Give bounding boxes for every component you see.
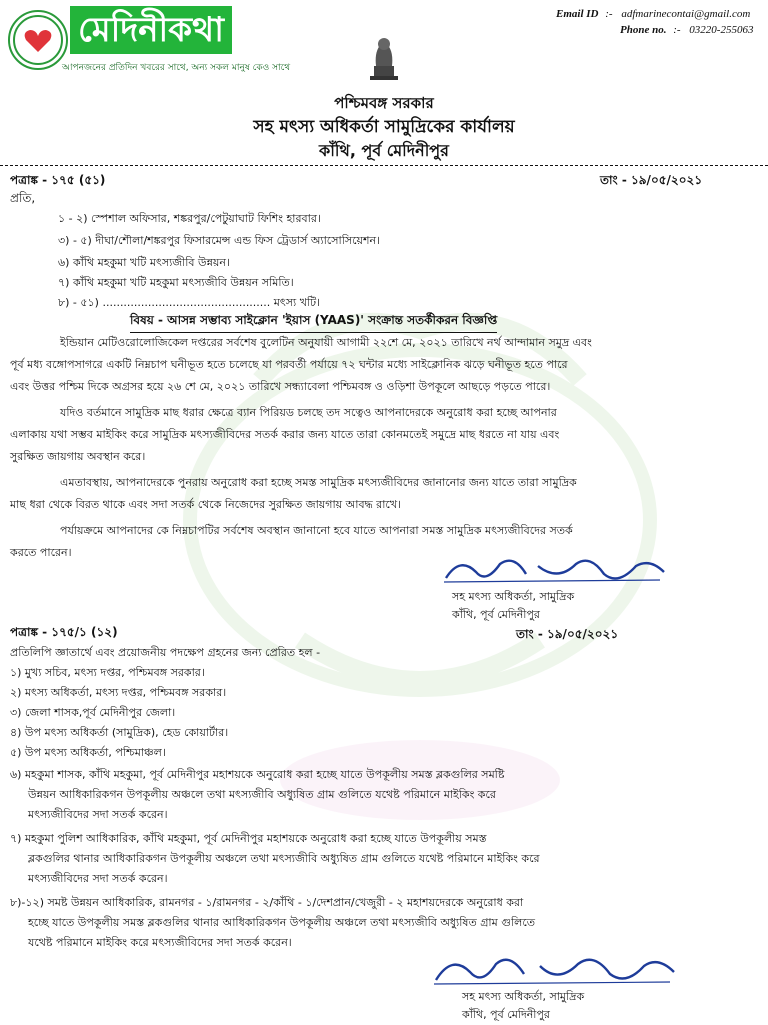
email-label: Email ID <box>556 8 599 20</box>
email-sep: :- <box>605 8 613 20</box>
item6-line: ৬) মহকুমা শাসক, কাঁথি মহকুমা, পূর্ব মেদিনীপুর মহাশয়কে অনুরোধ করা হচ্ছে যাতে উপকূলীয় সমস্ত ব্লকগুলির সমষ্টি <box>10 768 505 781</box>
signature-1 <box>440 552 670 588</box>
copy-item: ১) মুখ্য সচিব, মৎস্য দপ্তর, পশ্চিমবঙ্গ সরকার। <box>10 666 205 679</box>
para1-line: এবং উত্তর পশ্চিম দিকে অগ্রসর হয়ে ২৬ শে মে, ২০২১ তারিখে সন্ধ্যাবেলা পশ্চিমবঙ্গ ও ওড়িশা উপকূলে আছড়ে পড়তে পারে। <box>10 380 551 393</box>
para1-line: ইন্ডিয়ান মেটিওরোলোজিকেল দপ্তরের সর্বশেষ বুলেটিন অনুযায়ী আগামী ২২শে মে, ২০২১ তারিখে নর্থ আন্দামান সমুদ্র এবং <box>60 336 592 349</box>
item7-line: ব্লকগুলির থানার আধিকারিকগন উপকূলীয় অঞ্চলে তথা মৎস্যজীবি অধ্যুষিত গ্রাম গুলিতে যথেষ্ট পরিমানে মাইকিং করে <box>28 852 540 865</box>
sign2-line2: কাঁথি, পূর্ব মেদিনীপুর <box>462 1008 550 1021</box>
copy-item: ২) মৎস্য অধিকর্তা, মৎস্য দপ্তর, পশ্চিমবঙ্গ সরকার। <box>10 686 227 699</box>
brand-title: মেদিনীকথা <box>70 6 232 54</box>
sign2-line1: সহ মৎস্য অধিকর্তা, সামুদ্রিক <box>462 990 585 1003</box>
para2-line: যদিও বর্তমানে সামুদ্রিক মাছ ধরার ক্ষেত্রে ব্যান পিরিয়ড চলছে তদ সত্বেও আপনাদেরকে অনুরোধ করা হচ্ছে আপনার <box>60 406 557 419</box>
heart-logo-icon <box>10 12 66 68</box>
item8-line: ৮)-১২) সমষ্ট উন্নয়ন আধিকারিক, রামনগর - ১/রামনগর - ২/কাঁথি - ১/দেশপ্রান/খেজুরী - ২ মহাশয়দেরকে অনুরোধ করা <box>10 896 524 909</box>
item8-line: হচ্ছে যাতে উপকূলীয় সমস্ত ব্লকগুলির থানার আধিকারিকগন উপকূলীয় অঞ্চলে তথা মৎস্যজীবি অধ্যুষিত গ্রাম গুলিতে <box>28 916 536 929</box>
phone-sep: :- <box>673 24 681 36</box>
phone-value: 03220-255063 <box>689 24 754 36</box>
state-emblem-icon <box>362 30 406 86</box>
email-value: adfmarinecontai@gmail.com <box>621 8 751 20</box>
sign1-line1: সহ মৎস্য অধিকর্তা, সামুদ্রিক <box>452 590 575 603</box>
para1-line: পূর্ব মধ্য বঙ্গোপসাগরে একটি নিম্নচাপ ঘনীভূত হতে চলেছে যা পরবর্তী পর্যায়ে ৭২ ঘন্টার মধ্যে সাইক্লোনিক ঝড়ে ঘনীভূত হতে পারে <box>10 358 568 371</box>
recipient-line: ১ - ২) স্পেশাল অফিসার, শঙ্করপুর/পেটুয়াঘাট ফিশিং হারবার। <box>58 212 321 225</box>
office-line-3: কাঁথি, পূর্ব মেদিনীপুর <box>319 141 449 160</box>
item6-line: উন্নয়ন আধিকারিকগন উপকূলীয় অঞ্চলে তথা মৎস্যজীবি অধ্যুষিত গ্রাম গুলিতে যথেষ্ট পরিমানে মাইকিং করে <box>28 788 496 801</box>
recipient-line: ৮) - ৫১) ................................................ মৎস্য খটি। <box>58 296 321 309</box>
brand-logo <box>8 10 68 70</box>
office-line-1: পশ্চিমবঙ্গ সরকার <box>334 94 434 112</box>
recipient-line: ৬) কাঁথি মহকুমা খটি মৎস্যজীবি উন্নয়ন। <box>58 256 230 269</box>
item8-line: যথেষ্ট পরিমানে মাইকিং করে মৎস্যজীবিদের সদা সতর্ক করেন। <box>28 936 292 949</box>
para4-line: করতে পারেন। <box>10 546 72 559</box>
signature-2 <box>430 950 680 990</box>
item7-line: মৎস্যজীবিদের সদা সতর্ক করেন। <box>28 872 168 885</box>
subject-line: বিষয় - আসন্ন সম্ভাব্য সাইক্লোন 'ইয়াস (YAAS)' সংক্রান্ত সতর্কীকরন বিজ্ঞপ্তি <box>130 312 497 333</box>
phone-label: Phone no. <box>620 24 667 36</box>
memo2-ref: পত্রাঙ্ক - ১৭৫/১ (১২) <box>10 625 118 639</box>
office-line-2: সহ মৎস্য অধিকর্তা সামুদ্রিকের কার্যালয় <box>253 117 515 137</box>
recipient-line: ৩) - ৫) দীঘা/শৌলা/শঙ্করপুর ফিসারমেন্স এন্ড ফিস ট্রেডার্স অ্যাসোসিয়েশন। <box>58 234 381 247</box>
para2-line: সুরক্ষিত জায়গায় অবস্থান করে। <box>10 450 146 463</box>
para3-line: এমতাবস্থায়, আপনাদেরকে পুনরায় অনুরোধ করা হচ্ছে সমস্ত সামুদ্রিক মৎস্যজীবিদের জানানোর জন্য যাতে তারা সামুদ্রিক <box>60 476 577 489</box>
memo1-date: তাং - ১৯/০৫/২০২১ <box>600 173 703 187</box>
brand-tagline: আপনজনের প্রতিদিন খবরের সাথে, অন্য সকল মানুষ কেও সাথে <box>62 63 291 73</box>
para3-line: মাছ ধরা থেকে বিরত থাকে এবং সদা সতর্ক থেকে নিজেদের সুরক্ষিত জায়গায় আবদ্ধ রাখে। <box>10 498 401 511</box>
para4-line: পর্যায়ক্রমে আপনাদের কে নিম্নচাপটির সর্বশেষ অবস্থান জানানো হবে যাতে আপনারা সমস্ত সামুদ্রিক মৎস্যজীবিদের সতর্ক <box>60 524 573 537</box>
memo2-intro: প্রতিলিপি জ্ঞাতার্থে এবং প্রয়োজনীয় পদক্ষেপ গ্রহনের জন্য প্রেরিত হল - <box>10 646 321 659</box>
item7-line: ৭) মহকুমা পুলিশ আধিকারিক, কাঁথি মহকুমা, পূর্ব মেদিনীপুর মহাশয়কে অনুরোধ করা হচ্ছে যাতে উপকূলীয় সমস্ত <box>10 832 487 845</box>
copy-item: ৪) উপ মৎস্য অধিকর্তা (সামুদ্রিক), হেড কোয়ার্টার। <box>10 726 229 739</box>
para2-line: এলাকায় যথা সম্ভব মাইকিং করে সামুদ্রিক মৎস্যজীবিদের সতর্ক করার জন্য যাতে তারা কোনমতেই সমুদ্রে মাছ ধরতে না যায় এবং <box>10 428 560 441</box>
copy-item: ৫) উপ মৎস্য অধিকর্তা, পশ্চিমাঞ্চল। <box>10 746 166 759</box>
item6-line: মৎস্যজীবিদের সদা সতর্ক করেন। <box>28 808 168 821</box>
copy-item: ৩) জেলা শাসক,পূর্ব মেদিনীপুর জেলা। <box>10 706 176 719</box>
header-divider <box>0 165 768 166</box>
recipient-line: ৭) কাঁথি মহকুমা খটি মহকুমা মৎস্যজীবি উন্নয়ন সমিতি। <box>58 276 294 289</box>
memo1-ref: পত্রাঙ্ক - ১৭৫ (৫১) <box>10 173 106 187</box>
memo2-date: তাং - ১৯/০৫/২০২১ <box>516 627 619 641</box>
memo1-to-label: প্রতি, <box>10 191 36 205</box>
sign1-line2: কাঁথি, পূর্ব মেদিনীপুর <box>452 608 540 621</box>
